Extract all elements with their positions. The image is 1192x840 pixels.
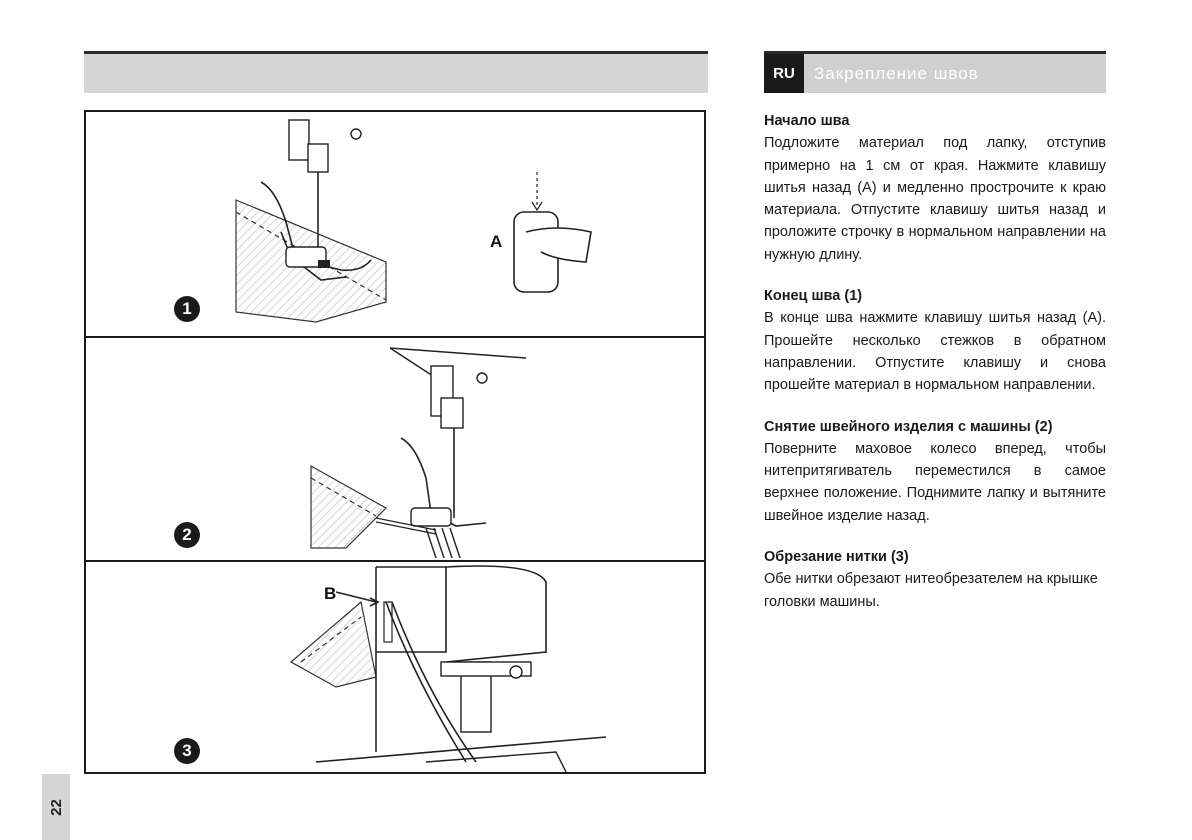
illustration-frame xyxy=(84,110,706,774)
figure-number-1: 1 xyxy=(174,296,200,322)
section-heading: Конец шва (1) xyxy=(764,288,863,305)
illustration-panel-2 xyxy=(86,338,704,562)
page-number-tab xyxy=(42,774,70,840)
page-number: 22 xyxy=(47,798,65,816)
instructions-column xyxy=(764,110,1106,632)
language-badge: RU xyxy=(764,54,804,93)
thread-cutter-label-b: B xyxy=(324,584,337,603)
section-body: Обе нитки обрезают нитеобрезателем на крышке головки машины. xyxy=(764,571,1098,610)
illustration-panel-3 xyxy=(86,562,704,772)
section-heading: Снятие швейного изделия с машины (2) xyxy=(764,418,1053,435)
section-remove-work xyxy=(764,416,1106,527)
section-heading: Начало шва xyxy=(764,113,850,129)
section-seam-end xyxy=(764,285,1106,396)
section-heading: Обрезание нитки (3) xyxy=(764,549,909,566)
section-seam-start xyxy=(764,110,1106,266)
section-body: Подложите материал под лапку, отступив примерно на 1 см от края. Нажмите клавишу шитья назад (А) и медленно прострочите к краю материала. Отпустите клавишу шитья назад и проложите строчку в нормальном направлении на нужную длину. xyxy=(764,135,1106,263)
left-header-bar xyxy=(84,51,708,93)
reverse-button-label-a: A xyxy=(490,232,503,251)
page-title: Закрепление швов xyxy=(814,63,979,83)
section-cut-thread xyxy=(764,546,1106,613)
figure-number-3: 3 xyxy=(174,738,200,764)
section-body: Поверните маховое колесо вперед, чтобы нитепритягиватель переместился в самое верхнее положение. Поднимите лапку и вытяните швейное изделие назад. xyxy=(764,440,1106,524)
section-header xyxy=(764,51,1106,93)
figure-number-2: 2 xyxy=(174,522,200,548)
illustration-panel-1 xyxy=(86,112,704,338)
section-body: В конце шва нажмите клавишу шитья назад (А). Прошейте несколько стежков в обратном направлении. Отпустите клавишу и снова прошейте материал в нормальном направлении. xyxy=(764,310,1106,394)
